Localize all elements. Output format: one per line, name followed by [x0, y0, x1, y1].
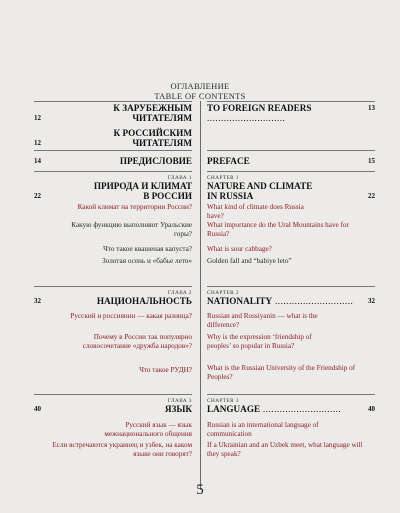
toc-title-en: TABLE OF CONTENTS [154, 91, 246, 101]
question-link[interactable]: Золотая осень и «бабье лето» [102, 257, 192, 265]
question-link[interactable]: What kind of climate does Russia have? [207, 203, 304, 220]
entry-heading [34, 156, 192, 166]
question-link[interactable]: Russian is an international language of communication [207, 421, 319, 438]
column-divider [200, 101, 201, 490]
page-number: 12 [34, 114, 41, 122]
question-link[interactable]: What is sour cabbage? [207, 245, 272, 253]
chapter-title-line2: В РОССИИ [143, 191, 192, 201]
section-rule [207, 150, 375, 151]
chapter-title-label: НАЦИОНАЛЬНОСТЬ [96, 296, 192, 306]
chapter-label: ГЛАВА 1 [167, 175, 192, 181]
question-link[interactable]: Why is the expression ‘friendship of peoples’ so popular in Russia? [207, 333, 312, 350]
entry-heading-label: TO FOREIGN READERS ..... [207, 103, 312, 123]
chapter-title-line1: ПРИРОДА И КЛИМАТ [93, 181, 192, 191]
entry-heading-row2 [34, 138, 192, 148]
chapter-title-label: NATIONALITY ..... [207, 296, 353, 306]
entry-heading [207, 103, 375, 123]
page-number: 12 [34, 139, 41, 147]
question-link[interactable]: Какую функцию выполняют Уральские горы? [71, 221, 192, 238]
chapter-label: CHAPTER 3 [207, 398, 240, 404]
chapter-title-label: LANGUAGE ..... [207, 404, 341, 414]
page-number: 32 [368, 297, 375, 305]
question-link[interactable]: If a Ukrainian and an Uzbek meet, what language will they speak? [207, 441, 363, 458]
question-link[interactable]: Что такое квашеная капуста? [103, 245, 192, 253]
question-link[interactable]: What importance do the Ural Mountains have for Russia? [207, 221, 349, 238]
toc-title-ru: ОГЛАВЛЕНИЕ [170, 81, 230, 91]
entry-heading-line1: К РОССИЙСКИМ [113, 128, 192, 138]
chapter-title [34, 404, 192, 414]
chapter-title-label: ЯЗЫК [164, 404, 192, 414]
section-rule [207, 394, 375, 395]
chapter-title-line1: NATURE AND CLIMATE [207, 181, 313, 191]
page-number: 13 [368, 104, 375, 112]
page-number: 15 [368, 157, 375, 165]
chapter-label: ГЛАВА 2 [167, 290, 192, 296]
entry-heading-line2: ЧИТАТЕЛЯМ [132, 138, 192, 148]
page-number-footer: 5 [196, 482, 204, 498]
page-number: 40 [368, 405, 375, 413]
entry-heading-label: ПРЕДИСЛОВИЕ [119, 156, 192, 166]
entry-heading-row2 [34, 113, 192, 123]
chapter-label: CHAPTER 2 [207, 290, 240, 296]
entry-heading-line1: К ЗАРУБЕЖНЫМ [113, 103, 192, 113]
section-rule [207, 286, 375, 287]
question-link[interactable]: Russian and Rossiyanin — what is the difference? [207, 312, 318, 329]
question-link[interactable]: Какой климат на территории России? [77, 203, 192, 211]
chapter-label: ГЛАВА 3 [167, 398, 192, 404]
question-link[interactable]: Если встречаются украинец и узбек, на каком языке они говорят? [52, 441, 192, 458]
entry-heading-label: PREFACE [207, 156, 250, 166]
question-link[interactable]: What is the Russian University of the Friendship of Peoples? [207, 364, 356, 381]
section-rule [34, 286, 192, 287]
chapter-title-line2: IN RUSSIA [207, 191, 254, 201]
section-rule [34, 394, 192, 395]
entry-heading [207, 156, 375, 166]
page-number: 14 [34, 157, 41, 165]
chapter-title [34, 296, 192, 306]
page-number: 22 [34, 192, 41, 200]
entry-heading-line2: ЧИТАТЕЛЯМ [132, 113, 192, 123]
question-link[interactable]: Русский язык — язык межнационального общения [104, 421, 192, 438]
page-number: 32 [34, 297, 41, 305]
section-rule [34, 171, 192, 172]
entry-heading [34, 103, 192, 113]
question-link[interactable]: Русский и россиянин — какая разница? [70, 312, 192, 320]
page-number: 22 [368, 192, 375, 200]
section-rule [207, 171, 375, 172]
page-number: 40 [34, 405, 41, 413]
entry-heading [34, 128, 192, 138]
section-rule [34, 150, 192, 151]
question-link[interactable]: Почему в России так популярно словосочетание «дружба народов»? [82, 333, 192, 350]
chapter-title-row2 [34, 191, 192, 201]
question-link[interactable]: Что такое РУДН? [139, 366, 192, 374]
question-link[interactable]: Golden fall and “babiye leto” [207, 257, 292, 265]
chapter-label: CHAPTER 1 [207, 175, 240, 181]
chapter-title [207, 296, 375, 306]
chapter-title-row2 [207, 191, 375, 201]
section-rule [207, 101, 375, 102]
section-rule [34, 101, 192, 102]
chapter-title [207, 404, 375, 414]
